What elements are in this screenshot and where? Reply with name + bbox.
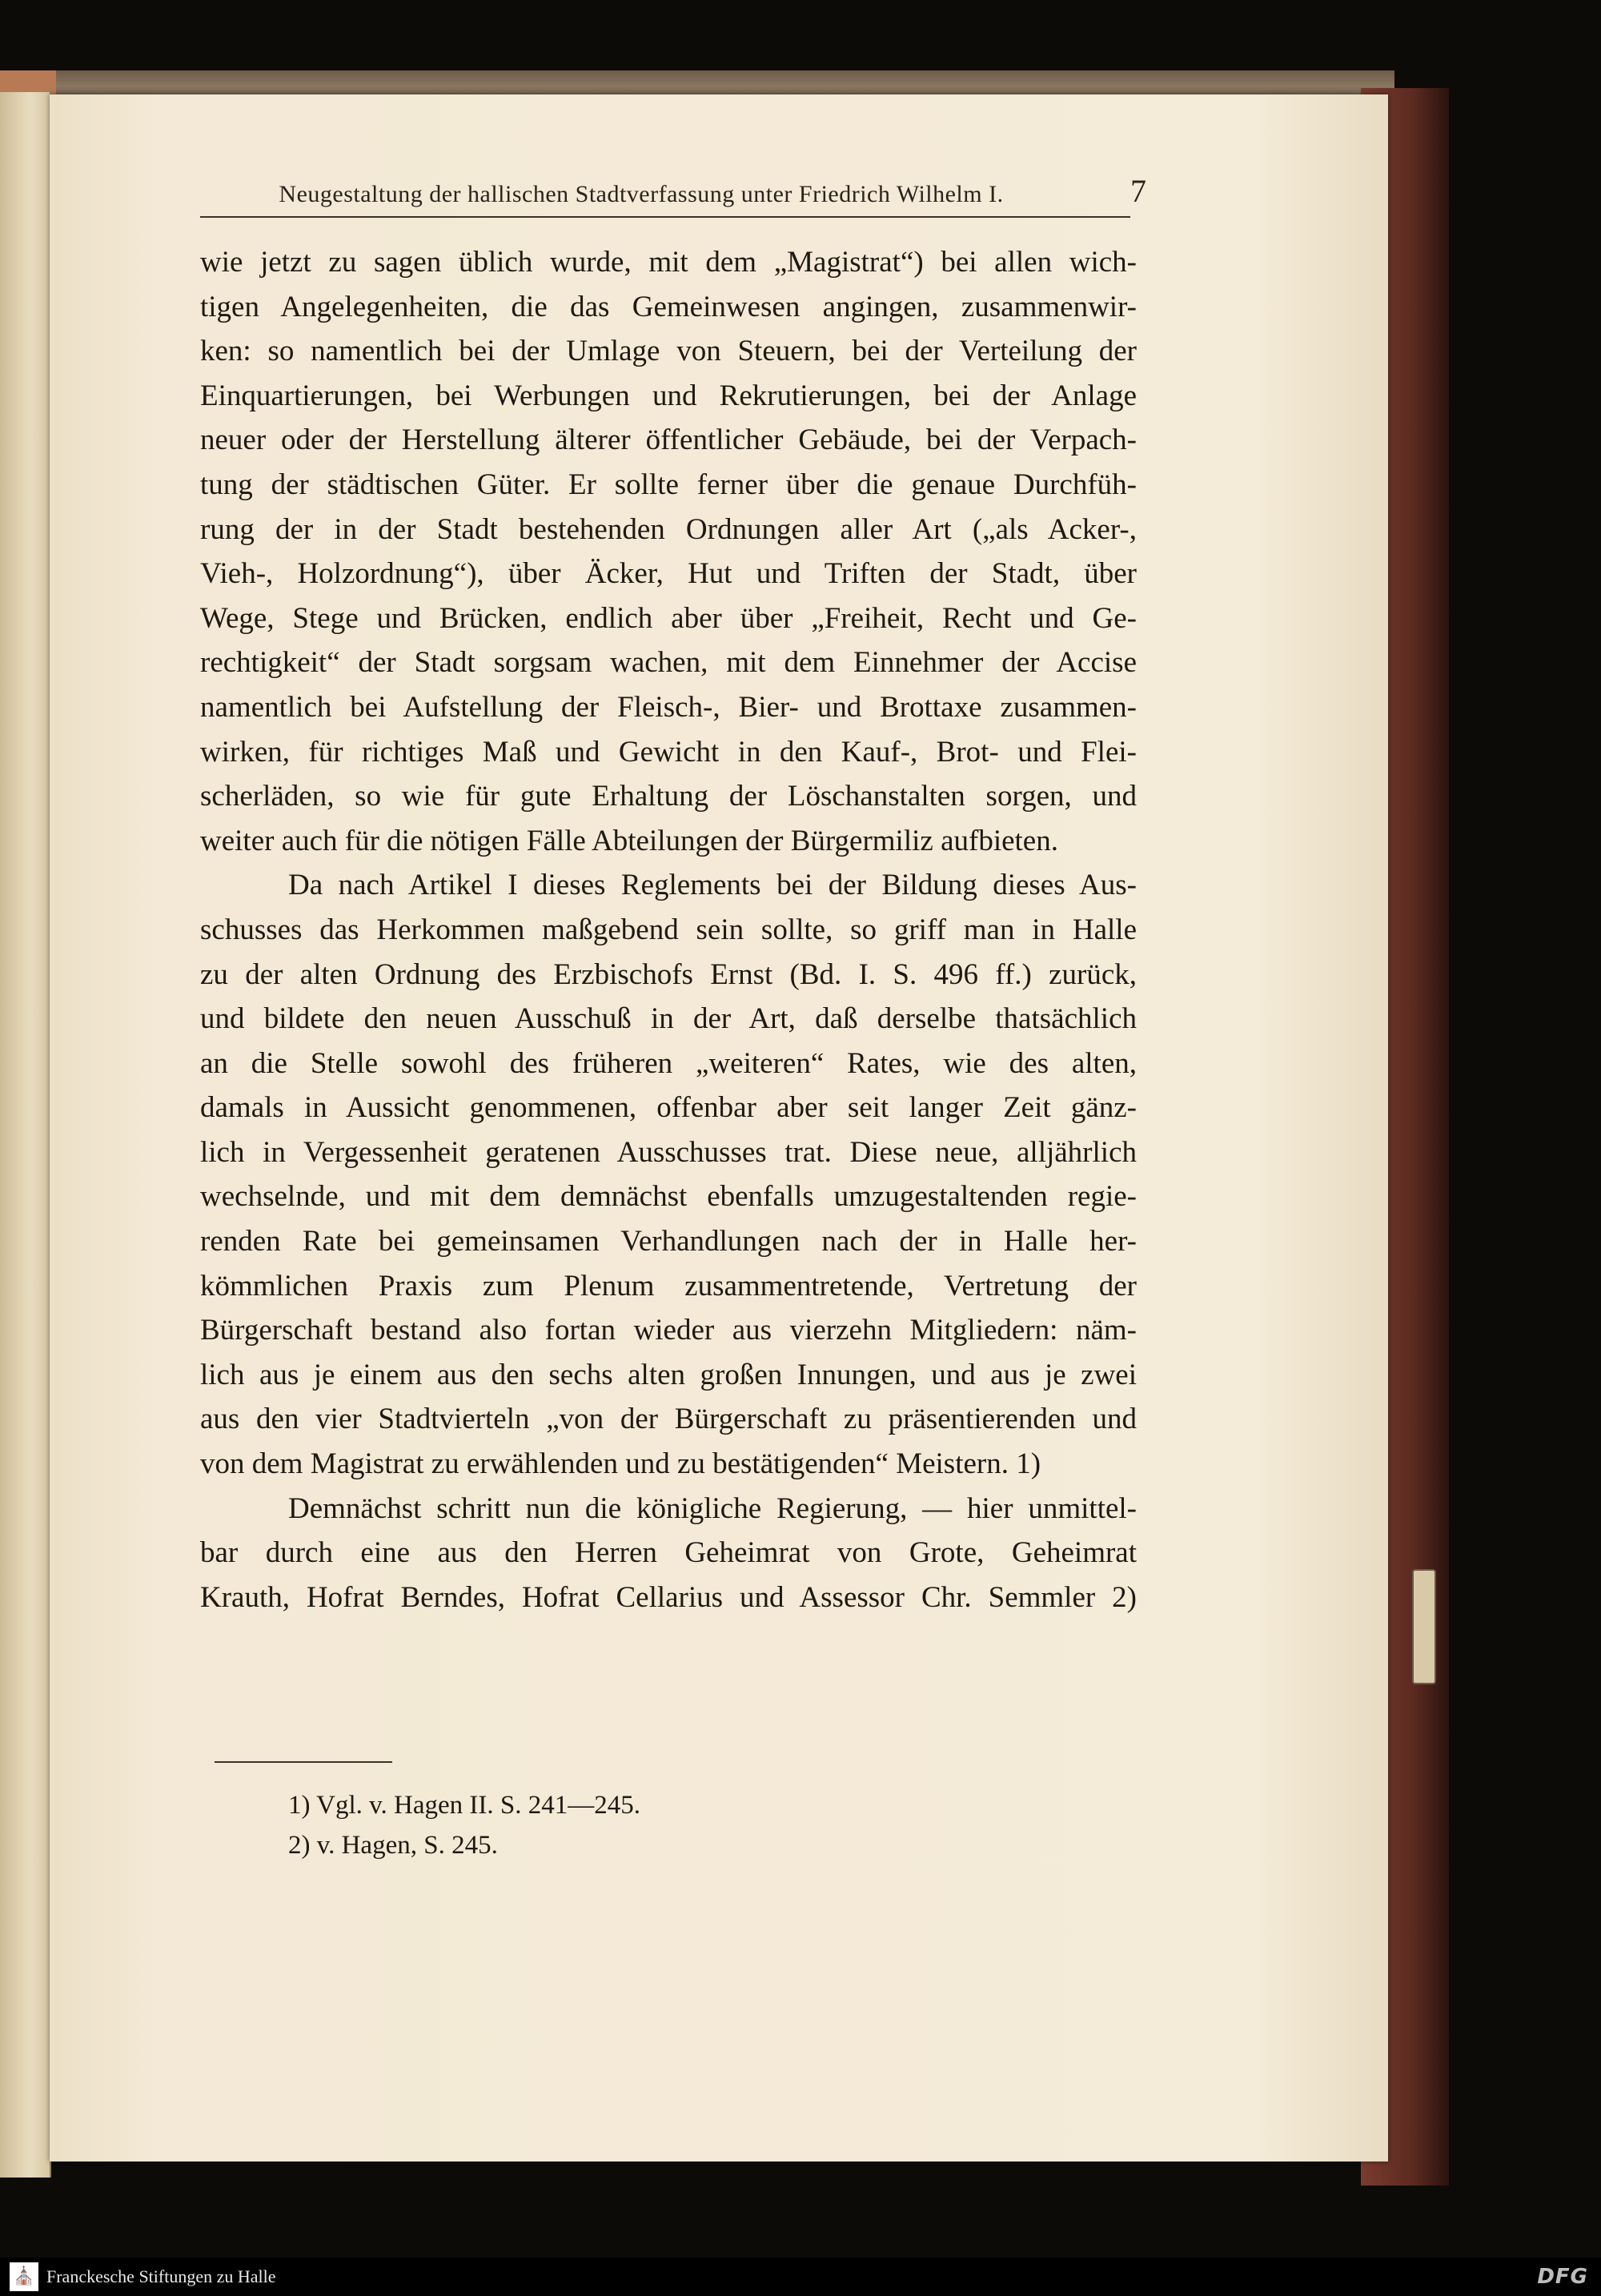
header-rule (200, 216, 1130, 218)
text-line: Vieh-, Holzordnung“), über Äcker, Hut und Triften der Stadt, über (200, 557, 1137, 591)
text-line: wirken, für richtiges Maß und Gewicht in den Kauf-, Brot- und Flei- (200, 735, 1137, 769)
page-number: 7 (1130, 173, 1146, 209)
institution-logo-icon: ⛪ (10, 2262, 38, 2291)
text-line: zu der alten Ordnung des Erzbischofs Ernst (Bd. I. S. 496 ff.) zurück, (200, 957, 1137, 991)
text-line: damals in Aussicht genommenen, offenbar aber seit langer Zeit gänz- (200, 1091, 1137, 1125)
institution-credit: Franckesche Stiftungen zu Halle (46, 2266, 276, 2286)
text-line: bar durch eine aus den Herren Geheimrat von Grote, Geheimrat (200, 1536, 1137, 1570)
text-line: wechselnde, und mit dem demnächst ebenfalls umzugestaltenden regie- (200, 1180, 1137, 1214)
text-line: an die Stelle sowohl des früheren „weiteren“ Rates, wie des alten, (200, 1046, 1137, 1080)
text-line: neuer oder der Herstellung älterer öffentlicher Gebäude, bei der Verpach- (200, 423, 1137, 457)
dfg-logo: DFG (1537, 2265, 1588, 2289)
text-line: rechtigkeit“ der Stadt sorgsam wachen, mit dem Einnehmer der Accise (200, 646, 1137, 680)
text-line: scherläden, so wie für gute Erhaltung der Löschanstalten sorgen, und (200, 780, 1137, 813)
text-line: Da nach Artikel I dieses Reglements bei der Bildung dieses Aus- (288, 869, 1137, 902)
left-facing-page (0, 92, 51, 2178)
text-line: wie jetzt zu sagen üblich wurde, mit dem „Magistrat“) bei allen wich- (200, 246, 1137, 279)
text-line: Bürgerschaft bestand also fortan wieder aus vierzehn Mitgliedern: näm- (200, 1314, 1137, 1347)
footnote: 1) Vgl. v. Hagen II. S. 241—245. (288, 1791, 640, 1820)
running-head: Neugestaltung der hallischen Stadtverfassung unter Friedrich Wilhelm I. (279, 181, 1004, 207)
text-line: schusses das Herkommen maßgebend sein sollte, so griff man in Halle (200, 913, 1137, 946)
text-line: lich in Vergessenheit geratenen Ausschusses trat. Diese neue, alljährlich (200, 1135, 1137, 1169)
text-line: renden Rate bei gemeinsamen Verhandlungen nach der in Halle her- (200, 1225, 1137, 1258)
footnote-rule (215, 1761, 392, 1763)
text-line: von dem Magistrat zu erwählenden und zu bestätigenden“ Meistern. 1) (200, 1447, 1041, 1481)
body-text (200, 240, 1137, 1620)
text-line: Krauth, Hofrat Berndes, Hofrat Cellarius und Assessor Chr. Semmler 2) (200, 1580, 1137, 1614)
text-line: Demnächst schritt nun die königliche Regierung, — hier unmittel- (288, 1491, 1137, 1525)
page-tab-marker (1412, 1569, 1436, 1684)
footnotes (288, 1785, 1009, 1865)
text-line: kömmlichen Praxis zum Plenum zusammentretende, Vertretung der (200, 1269, 1137, 1303)
text-line: namentlich bei Aufstellung der Fleisch-, Bier- und Brottaxe zusammen- (200, 690, 1137, 724)
text-line: tung der städtischen Güter. Er sollte ferner über die genaue Durchfüh- (200, 468, 1137, 501)
text-line: lich aus je einem aus den sechs alten großen Innungen, und aus je zwei (200, 1358, 1137, 1391)
text-line: weiter auch für die nötigen Fälle Abteilungen der Bürgermiliz aufbieten. (200, 824, 1058, 857)
text-line: aus den vier Stadtvierteln „von der Bürgerschaft zu präsentierenden und (200, 1403, 1137, 1436)
text-line: rung der in der Stadt bestehenden Ordnungen aller Art („als Acker-, (200, 512, 1137, 546)
text-line: ken: so namentlich bei der Umlage von Steuern, bei der Verteilung der (200, 335, 1137, 368)
footnote: 2) v. Hagen, S. 245. (288, 1831, 498, 1860)
text-line: tigen Angelegenheiten, die das Gemeinwesen angingen, zusammenwir- (200, 290, 1137, 323)
text-line: Einquartierungen, bei Werbungen und Rekrutierungen, bei der Anlage (200, 379, 1137, 412)
text-line: Wege, Stege und Brücken, endlich aber über „Freiheit, Recht und Ge- (200, 601, 1137, 635)
text-line: und bildete den neuen Ausschuß in der Art, daß derselbe thatsächlich (200, 1002, 1137, 1036)
